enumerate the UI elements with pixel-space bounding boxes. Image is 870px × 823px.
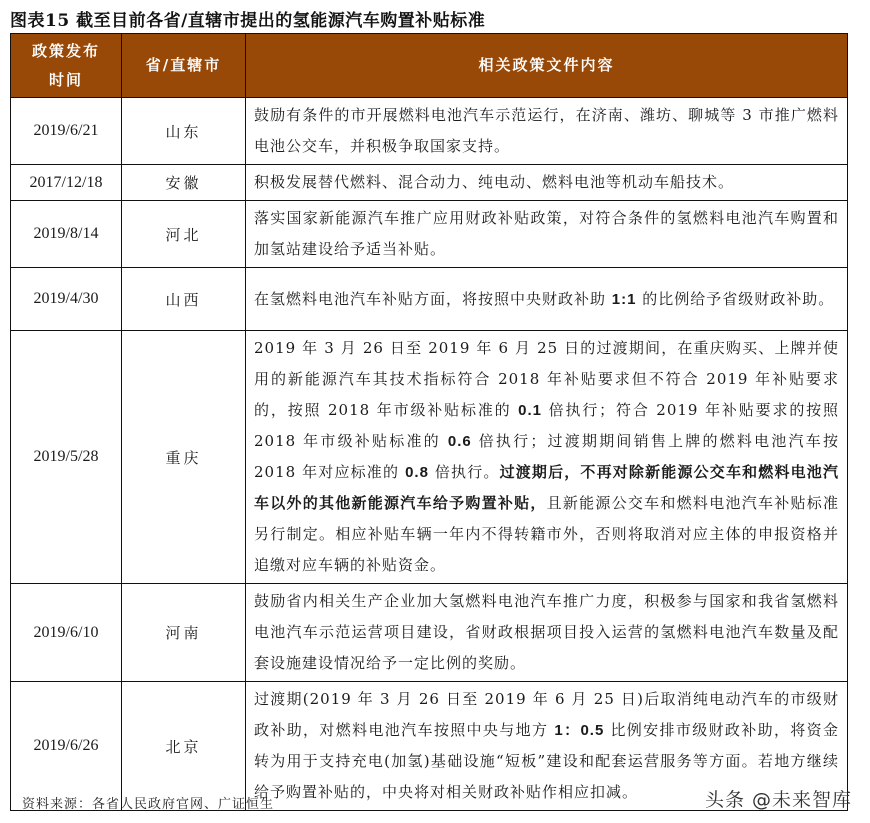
table-row (11, 98, 848, 165)
header-date-line2: 时间 (48, 70, 83, 89)
header-date (11, 34, 122, 98)
table-caption: 图表15 截至目前各省/直辖市提出的氢能源汽车购置补贴标准 (10, 11, 486, 31)
row-date: 2019/4/30 (11, 268, 122, 331)
header-date-line1: 政策发布 (31, 41, 100, 60)
row-content: 鼓励省内相关生产企业加大氢燃料电池汽车推广力度，积极参与国家和我省氢燃料电池汽车示范运营项目建设，省财政根据项目投入运营的氢燃料电池汽车数量及配套设施建设情况给予一定比例的奖励。 (246, 584, 848, 682)
table-row (11, 584, 848, 682)
row-province: 重庆 (122, 331, 246, 584)
watermark: 头条 @未来智库 (704, 789, 852, 811)
row-content: 落实国家新能源汽车推广应用财政补贴政策，对符合条件的氢燃料电池汽车购置和加氢站建设给予适当补贴。 (246, 201, 848, 268)
source-note: 资料来源：各省人民政府官网、广证恒生 (22, 797, 275, 812)
row-date: 2019/6/26 (11, 682, 122, 811)
row-content: 在氢燃料电池汽车补贴方面，将按照中央财政补助 1:1 的比例给予省级财政补助。 (246, 268, 848, 331)
table-row (11, 201, 848, 268)
row-date: 2019/5/28 (11, 331, 122, 584)
row-province: 河南 (122, 584, 246, 682)
header-content: 相关政策文件内容 (246, 34, 848, 98)
row-province: 河北 (122, 201, 246, 268)
row-date: 2019/6/10 (11, 584, 122, 682)
table-header-row (11, 34, 848, 98)
row-province: 山西 (122, 268, 246, 331)
table-row (11, 268, 848, 331)
policy-table (10, 33, 848, 811)
row-date: 2019/6/21 (11, 98, 122, 165)
row-content: 过渡期(2019 年 3 月 26 日至 2019 年 6 月 25 日)后取消纯电动汽车的市级财政补助，对燃料电池汽车按照中央与地方 1：0.5 比例安排市级财政补助，将资金转为用于支持充电(加氢)基础设施“短板”建设和配套运营服务等方面。若地方继续给予购置补贴的，中央将对相关财政补贴作相应扣减。 (246, 682, 848, 811)
row-date: 2017/12/18 (11, 165, 122, 201)
row-content: 2019 年 3 月 26 日至 2019 年 6 月 25 日的过渡期间，在重庆购买、上牌并使用的新能源汽车其技术指标符合 2018 年补贴要求但不符合 2019 年补贴要求的，按照 2018 年市级补贴标准的 0.1 倍执行；符合 2019 年补贴要求的按照 2018 年市级补贴标准的 0.6 倍执行；过渡期期间销售上牌的燃料电池汽车按 2018 年对应标准的 0.8 倍执行。过渡期后，不再对除新能源公交车和燃料电池汽车以外的其他新能源汽车给予购置补贴，且新能源公交车和燃料电池汽车补贴标准另行制定。相应补贴车辆一年内不得转籍市外，否则将取消对应主体的申报资格并追缴对应车辆的补贴资金。 (246, 331, 848, 584)
row-province: 安徽 (122, 165, 246, 201)
row-content: 积极发展替代燃料、混合动力、纯电动、燃料电池等机动车船技术。 (246, 165, 848, 201)
emphasis-text: 过渡期后，不再对除新能源公交车和燃料电池汽车以外的其他新能源汽车给予购置补贴， (254, 463, 839, 512)
header-province: 省/直辖市 (122, 34, 246, 98)
row-province: 北京 (122, 682, 246, 811)
row-date: 2019/8/14 (11, 201, 122, 268)
row-content: 鼓励有条件的市开展燃料电池汽车示范运行，在济南、潍坊、聊城等 3 市推广燃料电池公交车，并积极争取国家支持。 (246, 98, 848, 165)
row-province: 山东 (122, 98, 246, 165)
table-row (11, 331, 848, 584)
table-row (11, 165, 848, 201)
